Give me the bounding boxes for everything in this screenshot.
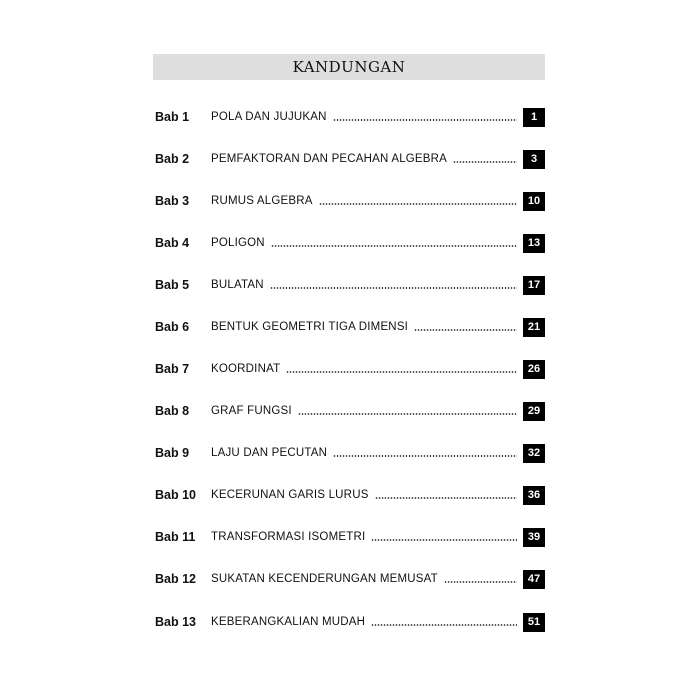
chapter-label: Bab 2 <box>155 152 190 166</box>
page-number: 3 <box>523 150 545 169</box>
chapter-label: Bab 8 <box>155 404 190 418</box>
chapter-topic: RUMUS ALGEBRA <box>211 195 313 207</box>
toc-entry <box>155 401 545 421</box>
dot-leader <box>444 581 517 583</box>
toc-entry <box>155 485 545 505</box>
dot-leader <box>333 119 517 121</box>
chapter-topic: PEMFAKTORAN DAN PECAHAN ALGEBRA <box>211 153 448 165</box>
chapter-topic: KEBERANGKALIAN MUDAH <box>211 616 366 628</box>
chapter-label: Bab 7 <box>155 362 190 376</box>
page-number: 21 <box>523 318 545 337</box>
toc-entry <box>155 527 545 547</box>
title-bar <box>153 54 545 80</box>
dot-leader <box>371 624 517 626</box>
chapter-label: Bab 13 <box>155 615 196 629</box>
chapter-label: Bab 11 <box>155 530 196 544</box>
toc-entry <box>155 191 545 211</box>
page-number: 26 <box>523 360 545 379</box>
dot-leader <box>270 287 517 289</box>
dot-leader <box>271 245 517 247</box>
toc-entry <box>155 612 545 632</box>
chapter-label: Bab 5 <box>155 278 190 292</box>
toc-entry <box>155 107 545 127</box>
chapter-label: Bab 9 <box>155 446 190 460</box>
chapter-label: Bab 4 <box>155 236 190 250</box>
chapter-label: Bab 3 <box>155 194 190 208</box>
page-number: 10 <box>523 192 545 211</box>
page-number: 39 <box>523 528 545 547</box>
toc-entry <box>155 317 545 337</box>
toc-entry <box>155 569 545 589</box>
toc-entry <box>155 359 545 379</box>
chapter-topic: LAJU DAN PECUTAN <box>211 447 328 459</box>
chapter-topic: TRANSFORMASI ISOMETRI <box>211 531 366 543</box>
chapter-label: Bab 10 <box>155 488 196 502</box>
chapter-topic: SUKATAN KECENDERUNGAN MEMUSAT <box>211 573 438 585</box>
dot-leader <box>414 329 517 331</box>
page-number: 17 <box>523 276 545 295</box>
dot-leader <box>371 539 517 541</box>
chapter-topic: POLIGON <box>211 237 265 249</box>
dot-leader <box>375 497 517 499</box>
chapter-topic: KECERUNAN GARIS LURUS <box>211 489 369 501</box>
page-title: KANDUNGAN <box>292 58 406 76</box>
page-number: 32 <box>523 444 545 463</box>
toc-entry <box>155 275 545 295</box>
chapter-label: Bab 12 <box>155 572 196 586</box>
dot-leader <box>286 371 517 373</box>
toc-entry <box>155 233 545 253</box>
chapter-topic: BENTUK GEOMETRI TIGA DIMENSI <box>211 321 409 333</box>
toc-entry <box>155 443 545 463</box>
page-number: 36 <box>523 486 545 505</box>
dot-leader <box>333 455 517 457</box>
dot-leader <box>453 161 517 163</box>
chapter-label: Bab 1 <box>155 110 190 124</box>
dot-leader <box>319 203 517 205</box>
chapter-topic: POLA DAN JUJUKAN <box>211 111 327 123</box>
chapter-topic: GRAF FUNGSI <box>211 405 292 417</box>
page-number: 1 <box>523 108 545 127</box>
page-number: 47 <box>523 570 545 589</box>
dot-leader <box>298 413 517 415</box>
page-number: 29 <box>523 402 545 421</box>
chapter-label: Bab 6 <box>155 320 190 334</box>
chapter-topic: BULATAN <box>211 279 264 291</box>
toc-entry <box>155 149 545 169</box>
page-number: 13 <box>523 234 545 253</box>
chapter-topic: KOORDINAT <box>211 363 281 375</box>
page-number: 51 <box>523 613 545 632</box>
